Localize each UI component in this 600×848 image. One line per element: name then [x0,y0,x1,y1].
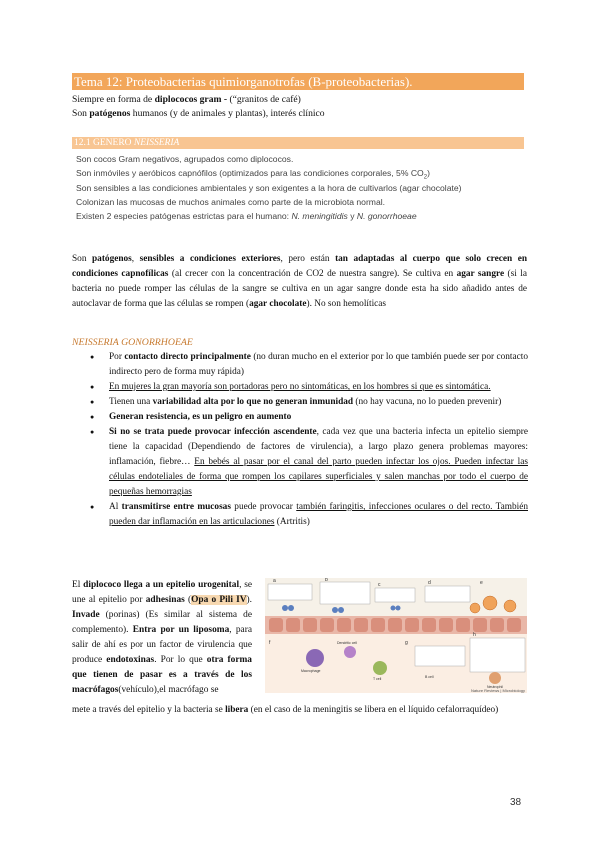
release-paragraph: mete a través del epitelio y la bacteria se libera (en el caso de la meningitis se libera en el líquido cefalorraquídeo) [72,705,499,715]
figure-label-g: g [405,640,408,646]
cell-label: Dendritic cell [337,641,358,645]
gonorrhoeae-heading: NEISSERIA GONORRHOEAE [72,337,193,348]
diplococo-paragraph: El diplococo llega a un epitelio urogenital, se une al epitelio por adhesinas (Opa o Pili IV). Invade (porinas) (Es similar al sistema de complemento). Entra por un liposoma, para salir de ahí es por un factor de virulencia que produce endotoxinas. Por lo que otra forma que tienen de pasar es a través de los macrófagos(vehículo),el macrófago se [72,580,253,695]
neisseria-summary [76,152,526,223]
figure-label-f: f [269,640,271,646]
page-number: 38 [510,797,522,808]
label-box [320,582,370,604]
figure-label-d: d [428,580,431,586]
label-box [415,646,465,666]
list-item: ● Generan resistencia, es un peligro en aumento [72,410,528,425]
tcell-shape [373,661,387,675]
figure-label-h: h [473,632,476,638]
list-item: ● En mujeres la gran mayoría son portadoras pero no sintomáticas, en los hombres si que es sintomática. [72,380,528,395]
figure-label-e: e [480,580,483,586]
intro-line-2: Son patógenos humanos (y de animales y plantas), interés clínico [72,108,325,119]
intro-line-1: Siempre en forma de diplococos gram - (“granitos de café) [72,94,301,105]
cell-label: B cell [425,675,434,679]
figure-label-c: c [378,582,381,588]
gonorrhoeae-list [72,350,528,530]
label-box [425,586,470,602]
list-item: ● Si no se trata puede provocar infección ascendente, cada vez que una bacteria infecta un epitelio siempre tiene la capacidad (Dependiendo de factores de virulencia), a largo plazo genera problemas mayores: inflamación, fiebre… En bebés al pasar por el canal del parto pueden infectar los ojos. Pueden infectar las células endoteliales de forma que rompen los capilares superficiales y salen manchas por todo el cuerpo de pequeñas hemorragias [72,425,528,500]
list-item: ● Tienen una variabilidad alta por lo que no generan inmunidad (no hay vacuna, no lo pueden prevenir) [72,395,528,410]
list-item: ● Por contacto directo principalmente (no duran mucho en el exterior por lo que también puede ser por contacto indirecto pero de forma muy rápida) [72,350,528,380]
figure-label-b: b [325,578,328,583]
cell-label: Neutrophil [487,685,503,689]
infection-diagram-svg [265,578,527,693]
section-heading: 12.1 GENERO NEISSERIA [72,137,524,149]
epithelial-cells [269,618,521,632]
list-item: ● Al transmitirse entre mucosas puede provocar también faringitis, infecciones oculares o del recto. También pueden dar inflamación en las articulaciones (Artritis) [72,500,528,530]
figure-label-a: a [273,578,276,584]
cell-label: Macrophage [301,669,321,673]
summary-line: Son cocos Gram negativos, agrupados como diplococos. [76,154,294,164]
summary-line: Colonizan las mucosas de muchos animales como parte de la microbiota normal. [76,196,386,207]
dendritic-shape [344,646,356,658]
macrophage-shape [306,649,324,667]
pathogen-paragraph: Son patógenos, sensibles a condiciones exteriores, pero están tan adaptadas al cuerpo que solo crecen en condiciones capnofílicas (al crecer con la concentración de CO2 de nuestra sangre). Se cultiva en agar sangre (si la bacteria no puede romper las células de la sangre se cultiva en un agar sangre donde esta ha sido añadido antes de autoclavar de forma que las células se rompen (agar chocolate). No son hemolíticas [72,254,528,309]
neutrophil-shape [489,672,501,684]
summary-line: Son inmóviles y aeróbicos capnófilos (optimizados para las condiciones corporales, 5% $CO_2$) [76,168,430,182]
summary-line: Existen 2 especies patógenas estrictas para el humano: N. meningitidis y N. gonorrhoeae [76,211,417,222]
figure-credit: Nature Reviews | Microbiology [471,688,525,693]
page-title: Tema 12: Proteobacterias quimiorganotrofas (B-proteobacterias). [72,73,524,90]
label-box [375,588,415,602]
label-box [470,638,525,672]
summary-line: Son sensibles a las condiciones ambientales y son exigentes a la hora de cultivarlos (agar chocolate) [76,182,462,193]
cell-label: T cell [373,677,382,681]
label-box [268,584,312,600]
infection-diagram [265,578,527,693]
